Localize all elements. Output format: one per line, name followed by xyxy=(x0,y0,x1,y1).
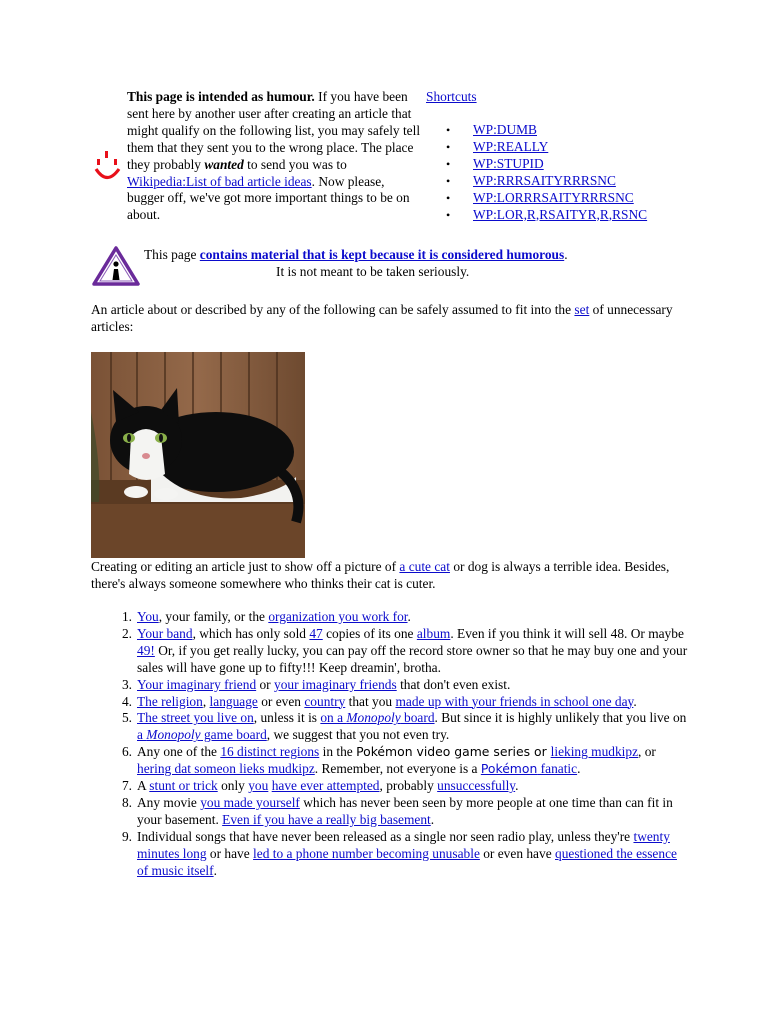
link-ever-attempted[interactable]: have ever attempted xyxy=(271,778,380,794)
lead-paragraph xyxy=(91,302,681,336)
list-item xyxy=(91,626,691,677)
list-number: 2. xyxy=(121,625,132,641)
link-religion[interactable]: The religion xyxy=(137,693,203,709)
link-part: a xyxy=(137,727,147,743)
link-language[interactable]: language xyxy=(209,693,258,709)
list-text: Any one of the xyxy=(137,744,221,760)
shortcuts-heading-link[interactable]: Shortcuts xyxy=(426,89,477,104)
lead-text-1: An article about or described by any of the following can be safely assumed to fit into the xyxy=(91,302,575,317)
list-text: which has never been seen by more people at one time than can fit in your basement. xyxy=(137,794,673,827)
list-item xyxy=(91,744,691,778)
list-item xyxy=(91,694,691,711)
link-hering-mudkipz[interactable]: hering dat someon lieks mudkipz xyxy=(137,761,315,777)
shortcut-item xyxy=(446,139,647,156)
list-item xyxy=(91,677,691,694)
list-text: , which has only sold xyxy=(192,625,310,641)
link-16-regions[interactable]: 16 distinct regions xyxy=(220,744,320,760)
link-part-italic: Monopoly xyxy=(346,710,401,726)
smiley-face-icon xyxy=(92,146,122,182)
link-unsuccessfully[interactable]: unsuccessfully xyxy=(437,778,516,794)
list-text: . Remember, not everyone is a xyxy=(314,761,481,777)
list-text: video game series or xyxy=(412,744,551,760)
link-part: on a xyxy=(320,710,347,726)
list-text: Individual songs that have never been released as a single nor seen radio play, unless they're xyxy=(137,828,634,844)
list-text: . xyxy=(515,778,519,794)
shortcut-item xyxy=(446,207,647,224)
list-text: , your family, or the xyxy=(158,609,269,624)
list-text: Any movie xyxy=(137,794,201,810)
link-pokemon-fanatic[interactable] xyxy=(481,761,577,776)
link-part: board xyxy=(400,710,435,726)
list-text: or even xyxy=(257,693,305,709)
list-text: Or, if you get really lucky, you can pay off the record store owner so that he may buy one and your sales will have gone up to fifty!!! Keep dreamin', brotha. xyxy=(137,642,688,675)
humour-notice xyxy=(144,247,568,264)
list-item xyxy=(91,829,691,880)
link-your-band[interactable]: Your band xyxy=(137,625,193,641)
shortcut-link-dumb[interactable]: WP:DUMB xyxy=(473,122,537,137)
link-organization[interactable]: organization you work for xyxy=(268,609,408,624)
list-number: 1. xyxy=(121,609,132,624)
caption-text-2: or dog is always a terrible idea. Besides, there's always someone somewhere who thinks their cat is cuter. xyxy=(91,559,670,591)
list-item xyxy=(91,710,691,744)
intro-text-3: . Now please, bugger off, we've got more important things to be on about. xyxy=(127,173,410,223)
link-made-yourself[interactable]: you made yourself xyxy=(200,794,300,810)
warning-triangle-icon xyxy=(92,246,140,286)
link-monopoly-game-board[interactable] xyxy=(137,727,267,742)
humour-notice-line2: It is not meant to be taken seriously. xyxy=(276,264,470,279)
list-text: that you xyxy=(345,693,396,709)
shortcut-link-rrrsaityrrrsnc[interactable]: WP:RRRSAITYRRRSNC xyxy=(473,172,616,188)
link-you[interactable]: You xyxy=(137,609,159,624)
link-cute-cat[interactable]: a cute cat xyxy=(399,559,450,574)
list-number: 9. xyxy=(121,828,132,844)
list-number: 6. xyxy=(121,744,132,760)
cat-photo xyxy=(91,352,305,558)
intro-wanted: wanted xyxy=(204,156,244,172)
link-twenty-minutes[interactable]: twenty minutes long xyxy=(137,828,670,861)
list-text: , unless it is xyxy=(253,710,321,726)
list-text: A xyxy=(137,778,150,794)
list-text: , or xyxy=(638,744,656,760)
shortcut-item xyxy=(446,156,647,173)
list-number: 5. xyxy=(121,710,132,726)
list-number: 3. xyxy=(121,676,132,692)
list-text: or xyxy=(256,676,274,692)
list-text: only xyxy=(217,778,249,794)
list-text: . xyxy=(633,693,637,709)
list-number: 8. xyxy=(121,794,132,810)
list-text: or even have xyxy=(479,845,555,861)
intro-text-2: to send you was to xyxy=(243,156,347,172)
list-text: or have xyxy=(206,845,254,861)
intro-text-1: If you have been sent here by another user after creating an article that might qualify on the following list, you may safely tell them that they sent you to the wrong place. The place they probably xyxy=(127,89,421,172)
link-part-italic: Monopoly xyxy=(146,727,201,743)
link-47[interactable]: 47 xyxy=(309,625,323,641)
link-street[interactable]: The street you live on xyxy=(137,710,254,726)
list-text: in the xyxy=(319,744,357,760)
shortcut-item xyxy=(446,173,647,190)
list-text: . xyxy=(213,862,217,878)
link-part: Pokémon xyxy=(480,761,538,777)
list-item xyxy=(91,609,691,626)
link-big-basement[interactable]: Even if you have a really big basement xyxy=(222,811,431,827)
list-text: . xyxy=(407,609,411,624)
link-album[interactable]: album xyxy=(416,625,451,641)
link-humorous-material[interactable]: contains material that is kept because it is considered humorous xyxy=(199,247,565,262)
list-text: , xyxy=(202,693,210,709)
link-you-2[interactable]: you xyxy=(248,778,269,794)
link-49[interactable]: 49! xyxy=(137,642,155,658)
shortcut-link-lor-r-rsaityr-r-rsnc[interactable]: WP:LOR,R,RSAITYR,R,RSNC xyxy=(473,206,648,222)
link-lieking-mudkipz[interactable]: lieking mudkipz xyxy=(550,744,639,760)
link-part: fanatic xyxy=(537,761,578,777)
list-number: 7. xyxy=(121,778,132,794)
shortcut-item xyxy=(446,190,647,207)
list-text: . Even if you think it will sell 48. Or maybe xyxy=(450,625,684,641)
cat-caption xyxy=(91,559,681,593)
unnecessary-articles-list xyxy=(91,609,691,880)
lead-text-2: of unnecessary articles: xyxy=(91,302,673,334)
link-essence-of-music[interactable]: questioned the essence of music itself xyxy=(137,845,677,878)
list-text: copies of its one xyxy=(322,625,417,641)
shortcut-link-really[interactable]: WP:REALLY xyxy=(473,138,549,154)
list-item xyxy=(91,795,691,829)
intro-text xyxy=(127,89,423,224)
shortcuts-list xyxy=(446,122,647,223)
link-bad-article-ideas[interactable]: Wikipedia:List of bad article ideas xyxy=(127,173,312,189)
link-monopoly-board[interactable] xyxy=(320,710,434,725)
link-phone-number[interactable]: led to a phone number becoming unusable xyxy=(253,845,480,861)
link-made-up-school[interactable]: made up with your friends in school one day xyxy=(395,693,634,709)
list-text: . xyxy=(577,761,581,777)
list-item xyxy=(91,778,691,795)
link-imaginary-friend[interactable]: Your imaginary friend xyxy=(137,676,257,692)
link-part: game board xyxy=(200,727,267,743)
shortcut-link-stupid[interactable]: WP:STUPID xyxy=(473,155,544,171)
link-country[interactable]: country xyxy=(304,693,346,709)
list-text: that don't even exist. xyxy=(396,676,511,692)
list-text: . But since it is highly unlikely that you live on xyxy=(434,710,687,726)
list-text: . xyxy=(430,811,435,827)
pokemon-text: Pokémon xyxy=(356,744,413,760)
notice-text-post: . xyxy=(564,247,568,262)
link-set[interactable]: set xyxy=(574,302,590,317)
list-number: 4. xyxy=(121,693,132,709)
link-imaginary-friends[interactable]: your imaginary friends xyxy=(274,676,397,692)
shortcut-link-lorrrsaityrrrsnc[interactable]: WP:LORRRSAITYRRRSNC xyxy=(473,189,634,205)
list-text: , probably xyxy=(379,778,438,794)
notice-text-pre: This page xyxy=(144,247,200,262)
list-text: , we suggest that you not even try. xyxy=(266,727,450,743)
link-stunt-or-trick[interactable]: stunt or trick xyxy=(149,778,218,794)
shortcut-item xyxy=(446,122,647,139)
intro-bold-lead: This page is intended as humour. xyxy=(127,89,315,104)
caption-text-1: Creating or editing an article just to show off a picture of xyxy=(91,559,400,574)
